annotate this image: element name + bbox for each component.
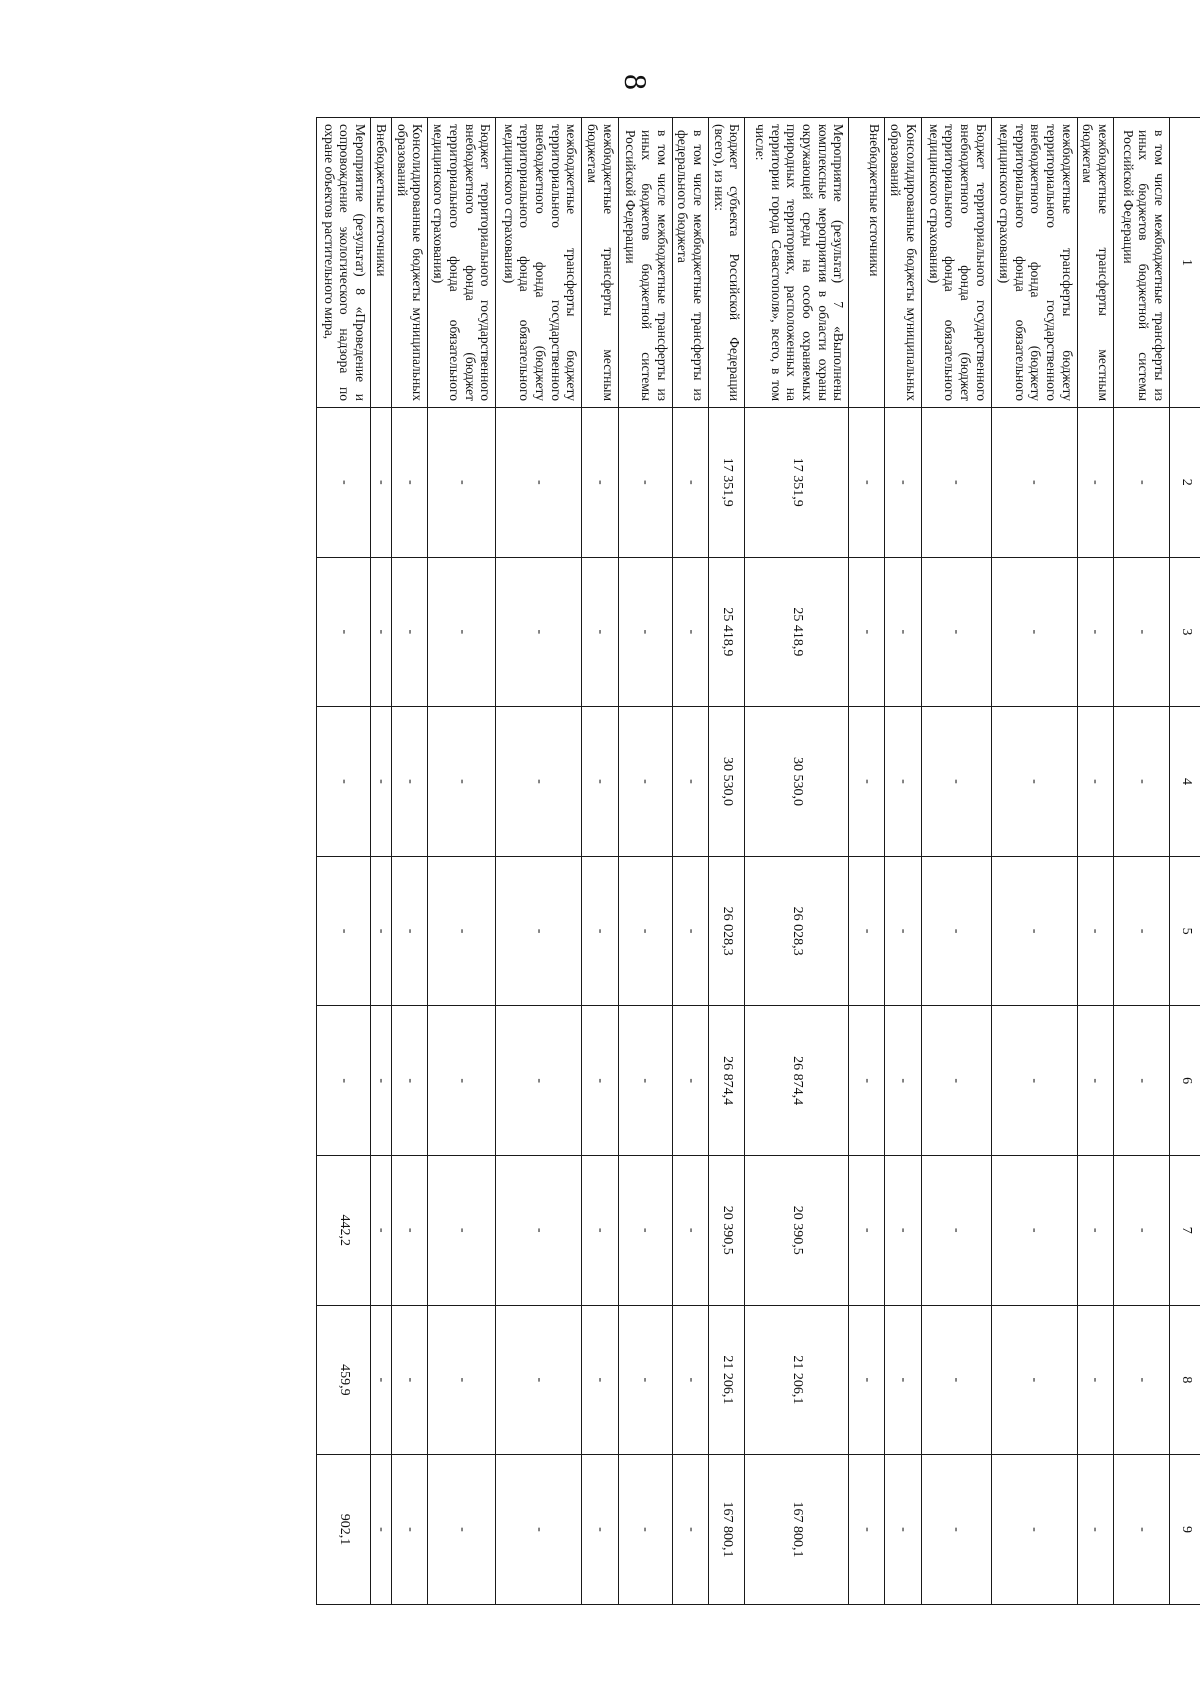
column-number-5: 5 xyxy=(1170,856,1200,1006)
cell-value: - xyxy=(428,856,496,1006)
cell-value: - xyxy=(1114,1305,1170,1455)
table-row xyxy=(618,118,672,1605)
cell-value: - xyxy=(618,1305,672,1455)
cell-value: - xyxy=(991,856,1077,1006)
row-label: межбюджетные трансферты местным бюджетам xyxy=(582,118,618,408)
cell-value: - xyxy=(1077,856,1113,1006)
column-number-row xyxy=(1170,118,1200,1605)
cell-value: - xyxy=(672,707,708,857)
cell-value: - xyxy=(370,1155,391,1305)
cell-value: - xyxy=(1114,856,1170,1006)
cell-value: - xyxy=(991,557,1077,707)
cell-value: - xyxy=(1114,557,1170,707)
cell-value: - xyxy=(392,1455,428,1605)
cell-value: 21 206,1 xyxy=(745,1305,849,1455)
cell-value: - xyxy=(428,1155,496,1305)
cell-value: - xyxy=(672,408,708,558)
column-number-3: 3 xyxy=(1170,557,1200,707)
row-label: в том числе межбюджетные трансферты из иных бюджетов бюджетной системы Российской Федерации xyxy=(618,118,672,408)
cell-value: - xyxy=(392,557,428,707)
row-label: Консолидированные бюджеты муниципальных образований xyxy=(392,118,428,408)
row-label: Консолидированные бюджеты муниципальных образований xyxy=(885,118,921,408)
cell-value: 167 800,1 xyxy=(709,1455,745,1605)
cell-value: - xyxy=(582,1455,618,1605)
cell-value: 26 028,3 xyxy=(745,856,849,1006)
cell-value: - xyxy=(991,1155,1077,1305)
row-label: Мероприятие (результат) 7 «Выполнены комплексные мероприятия в области охраны окружающей среды на особо охраняемых природных территориях, расположенных на территории города Севастополя», всего, в том числе: xyxy=(745,118,849,408)
cell-value: - xyxy=(618,408,672,558)
budget-table xyxy=(316,117,1200,1605)
cell-value: - xyxy=(672,1455,708,1605)
cell-value: - xyxy=(582,557,618,707)
cell-value: - xyxy=(1077,1305,1113,1455)
cell-value: - xyxy=(885,557,921,707)
cell-value: - xyxy=(370,557,391,707)
cell-value: - xyxy=(1077,1455,1113,1605)
cell-value: - xyxy=(1114,1006,1170,1156)
column-number-9: 9 xyxy=(1170,1455,1200,1605)
cell-value: - xyxy=(496,1455,582,1605)
cell-value: - xyxy=(370,408,391,558)
cell-value: 20 390,5 xyxy=(709,1155,745,1305)
column-number-1: 1 xyxy=(1170,118,1200,408)
cell-value: - xyxy=(921,1305,991,1455)
cell-value: - xyxy=(392,856,428,1006)
cell-value: - xyxy=(582,856,618,1006)
row-label: Внебюджетные источники xyxy=(370,118,391,408)
row-label: Внебюджетные источники xyxy=(849,118,885,408)
row-label: межбюджетные трансферты бюджету территориального государственного внебюджетного фонда (бюджету территориального фонда обязательного медицинского страхования) xyxy=(991,118,1077,408)
table-wrapper xyxy=(203,117,1200,1617)
cell-value: - xyxy=(618,557,672,707)
cell-value: 167 800,1 xyxy=(745,1455,849,1605)
cell-value: - xyxy=(1077,1155,1113,1305)
cell-value: - xyxy=(849,707,885,857)
cell-value: - xyxy=(618,707,672,857)
cell-value: - xyxy=(316,856,370,1006)
cell-value: 25 418,9 xyxy=(709,557,745,707)
table-body xyxy=(316,118,1169,1605)
cell-value: - xyxy=(618,856,672,1006)
cell-value: - xyxy=(672,856,708,1006)
table-row xyxy=(1077,118,1113,1605)
table-row xyxy=(370,118,391,1605)
page-number: 8 xyxy=(618,74,654,90)
cell-value: - xyxy=(582,1006,618,1156)
cell-value: - xyxy=(672,1006,708,1156)
cell-value: - xyxy=(370,707,391,857)
cell-value: - xyxy=(428,707,496,857)
table-row xyxy=(316,118,370,1605)
cell-value: - xyxy=(921,1155,991,1305)
cell-value: - xyxy=(921,1455,991,1605)
cell-value: - xyxy=(849,856,885,1006)
cell-value: - xyxy=(849,408,885,558)
cell-value: - xyxy=(392,1155,428,1305)
cell-value: - xyxy=(885,1455,921,1605)
cell-value: - xyxy=(991,707,1077,857)
cell-value: - xyxy=(370,1006,391,1156)
cell-value: - xyxy=(1114,1155,1170,1305)
row-label: в том числе межбюджетные трансферты из федерального бюджета xyxy=(672,118,708,408)
column-number-4: 4 xyxy=(1170,707,1200,857)
cell-value: - xyxy=(428,408,496,558)
cell-value: - xyxy=(921,408,991,558)
column-number-2: 2 xyxy=(1170,408,1200,558)
table-row xyxy=(885,118,921,1605)
cell-value: - xyxy=(428,1006,496,1156)
cell-value: 21 206,1 xyxy=(709,1305,745,1455)
cell-value: - xyxy=(849,1455,885,1605)
table-row xyxy=(496,118,582,1605)
column-number-7: 7 xyxy=(1170,1155,1200,1305)
cell-value: - xyxy=(672,1155,708,1305)
cell-value: 30 530,0 xyxy=(709,707,745,857)
cell-value: - xyxy=(1114,1455,1170,1605)
cell-value: - xyxy=(1114,408,1170,558)
table-row xyxy=(1114,118,1170,1605)
cell-value: - xyxy=(582,707,618,857)
cell-value: 26 874,4 xyxy=(709,1006,745,1156)
cell-value: - xyxy=(1077,707,1113,857)
cell-value: 442,2 xyxy=(316,1155,370,1305)
cell-value: - xyxy=(1077,1006,1113,1156)
table-row xyxy=(392,118,428,1605)
cell-value: - xyxy=(849,1305,885,1455)
cell-value: - xyxy=(392,707,428,857)
cell-value: - xyxy=(618,1455,672,1605)
cell-value: - xyxy=(885,1155,921,1305)
cell-value: - xyxy=(582,408,618,558)
cell-value: - xyxy=(496,1155,582,1305)
cell-value: 17 351,9 xyxy=(709,408,745,558)
row-label: межбюджетные трансферты бюджету территориального государственного внебюджетного фонда (бюджету территориального фонда обязательного медицинского страхования) xyxy=(496,118,582,408)
table-row xyxy=(428,118,496,1605)
cell-value: - xyxy=(582,1305,618,1455)
cell-value: - xyxy=(316,1006,370,1156)
cell-value: - xyxy=(921,707,991,857)
cell-value: - xyxy=(921,557,991,707)
cell-value: - xyxy=(1077,557,1113,707)
row-label: Бюджет территориального государственного внебюджетного фонда (бюджет территориального фонда обязательного медицинского страхования) xyxy=(428,118,496,408)
cell-value: - xyxy=(991,1455,1077,1605)
cell-value: - xyxy=(618,1006,672,1156)
cell-value: - xyxy=(496,1006,582,1156)
cell-value: - xyxy=(370,1305,391,1455)
cell-value: - xyxy=(496,408,582,558)
cell-value: - xyxy=(849,557,885,707)
cell-value: - xyxy=(885,856,921,1006)
cell-value: 17 351,9 xyxy=(745,408,849,558)
cell-value: - xyxy=(428,1305,496,1455)
cell-value: 25 418,9 xyxy=(745,557,849,707)
cell-value: 26 028,3 xyxy=(709,856,745,1006)
cell-value: - xyxy=(1114,707,1170,857)
cell-value: - xyxy=(672,557,708,707)
cell-value: - xyxy=(370,1455,391,1605)
cell-value: 459,9 xyxy=(316,1305,370,1455)
cell-value: - xyxy=(316,707,370,857)
cell-value: - xyxy=(496,856,582,1006)
table-row xyxy=(672,118,708,1605)
table-row xyxy=(991,118,1077,1605)
cell-value: 30 530,0 xyxy=(745,707,849,857)
cell-value: - xyxy=(392,408,428,558)
table-row xyxy=(921,118,991,1605)
cell-value: - xyxy=(316,557,370,707)
cell-value: - xyxy=(991,1305,1077,1455)
cell-value: - xyxy=(428,557,496,707)
cell-value: - xyxy=(370,856,391,1006)
row-label: Бюджет территориального государственного внебюджетного фонда (бюджет территориального фонда обязательного медицинского страхования) xyxy=(921,118,991,408)
cell-value: - xyxy=(496,1305,582,1455)
cell-value: - xyxy=(849,1006,885,1156)
cell-value: 20 390,5 xyxy=(745,1155,849,1305)
cell-value: - xyxy=(1077,408,1113,558)
cell-value: - xyxy=(849,1155,885,1305)
row-label: в том числе межбюджетные трансферты из иных бюджетов бюджетной системы Российской Федерации xyxy=(1114,118,1170,408)
cell-value: - xyxy=(392,1305,428,1455)
cell-value: - xyxy=(991,1006,1077,1156)
cell-value: - xyxy=(885,1006,921,1156)
cell-value: - xyxy=(496,707,582,857)
cell-value: - xyxy=(618,1155,672,1305)
cell-value: - xyxy=(672,1305,708,1455)
landscape-page xyxy=(203,117,1200,1617)
table-row xyxy=(582,118,618,1605)
cell-value: - xyxy=(885,1305,921,1455)
cell-value: - xyxy=(496,557,582,707)
cell-value: 902,1 xyxy=(316,1455,370,1605)
cell-value: 26 874,4 xyxy=(745,1006,849,1156)
column-number-6: 6 xyxy=(1170,1006,1200,1156)
row-label: Мероприятие (результат) 8 «Проведение и сопровождение экологического надзора по охране объектов растительного мира, xyxy=(316,118,370,408)
cell-value: - xyxy=(316,408,370,558)
cell-value: - xyxy=(991,408,1077,558)
table-row xyxy=(849,118,885,1605)
cell-value: - xyxy=(392,1006,428,1156)
cell-value: - xyxy=(885,707,921,857)
table-row xyxy=(709,118,745,1605)
cell-value: - xyxy=(582,1155,618,1305)
cell-value: - xyxy=(885,408,921,558)
row-label: Бюджет субъекта Российской Федерации (всего), из них: xyxy=(709,118,745,408)
table-row xyxy=(745,118,849,1605)
cell-value: - xyxy=(921,856,991,1006)
cell-value: - xyxy=(921,1006,991,1156)
column-number-8: 8 xyxy=(1170,1305,1200,1455)
row-label: межбюджетные трансферты местным бюджетам xyxy=(1077,118,1113,408)
cell-value: - xyxy=(428,1455,496,1605)
